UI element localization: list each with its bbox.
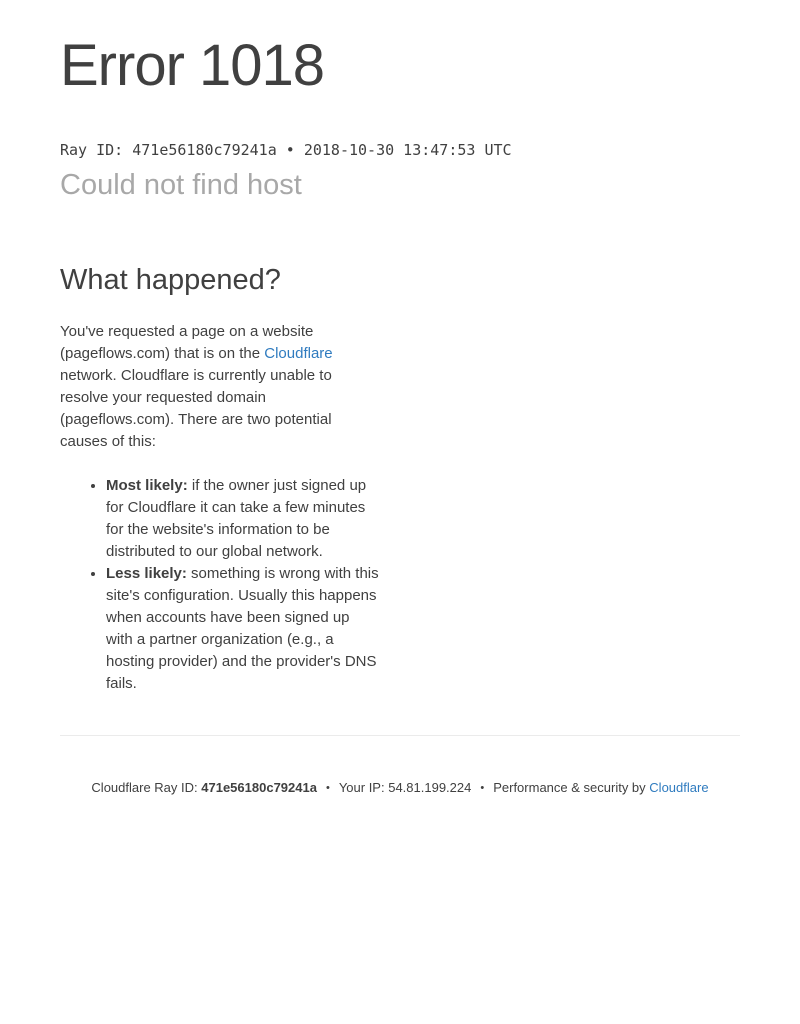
bullet-lead: Less likely: [106, 564, 187, 582]
intro-paragraph [60, 321, 380, 453]
error-page [60, 0, 740, 795]
footer-separator: • [325, 781, 330, 794]
footer-ray-label: Cloudflare Ray ID: [91, 779, 198, 795]
cloudflare-link[interactable]: Cloudflare [264, 344, 333, 362]
intro-before-link: You've requested a page on a website (pageflows.com) that is on the [60, 322, 314, 362]
bullet-text: if the owner just signed up for Cloudflare it can take a few minutes for the website's information to be distributed to our global network. [106, 476, 367, 560]
list-item [106, 475, 380, 563]
section-heading: What happened? [60, 263, 281, 296]
footer-separator: • [480, 781, 485, 794]
footer [60, 780, 740, 795]
what-happened-section [60, 264, 380, 695]
page-title: Error 1018 [60, 33, 325, 98]
intro-after-link: network. Cloudflare is currently unable to resolve your requested domain (pageflows.com). There are two potential causes of this: [60, 366, 332, 450]
footer-divider [60, 735, 740, 736]
footer-cloudflare-link[interactable]: Cloudflare [649, 779, 709, 795]
ray-id-line: Ray ID: 471e56180c79241a • 2018-10-30 13:47:53 UTC [60, 140, 512, 159]
bullet-lead: Most likely: [106, 476, 188, 494]
causes-list [60, 475, 380, 695]
footer-ray-value: 471e56180c79241a [201, 779, 317, 795]
list-item [106, 563, 380, 695]
bullet-text: something is wrong with this site's configuration. Usually this happens when accounts have been signed up with a partner organization (e.g., a hosting provider) and the provider's DNS fails. [106, 564, 379, 692]
footer-ip-label: Your IP: [338, 779, 385, 795]
footer-security-text: Performance & security by [493, 779, 646, 795]
footer-ip-value: 54.81.199.224 [388, 779, 472, 795]
error-subtitle: Could not find host [60, 168, 302, 201]
